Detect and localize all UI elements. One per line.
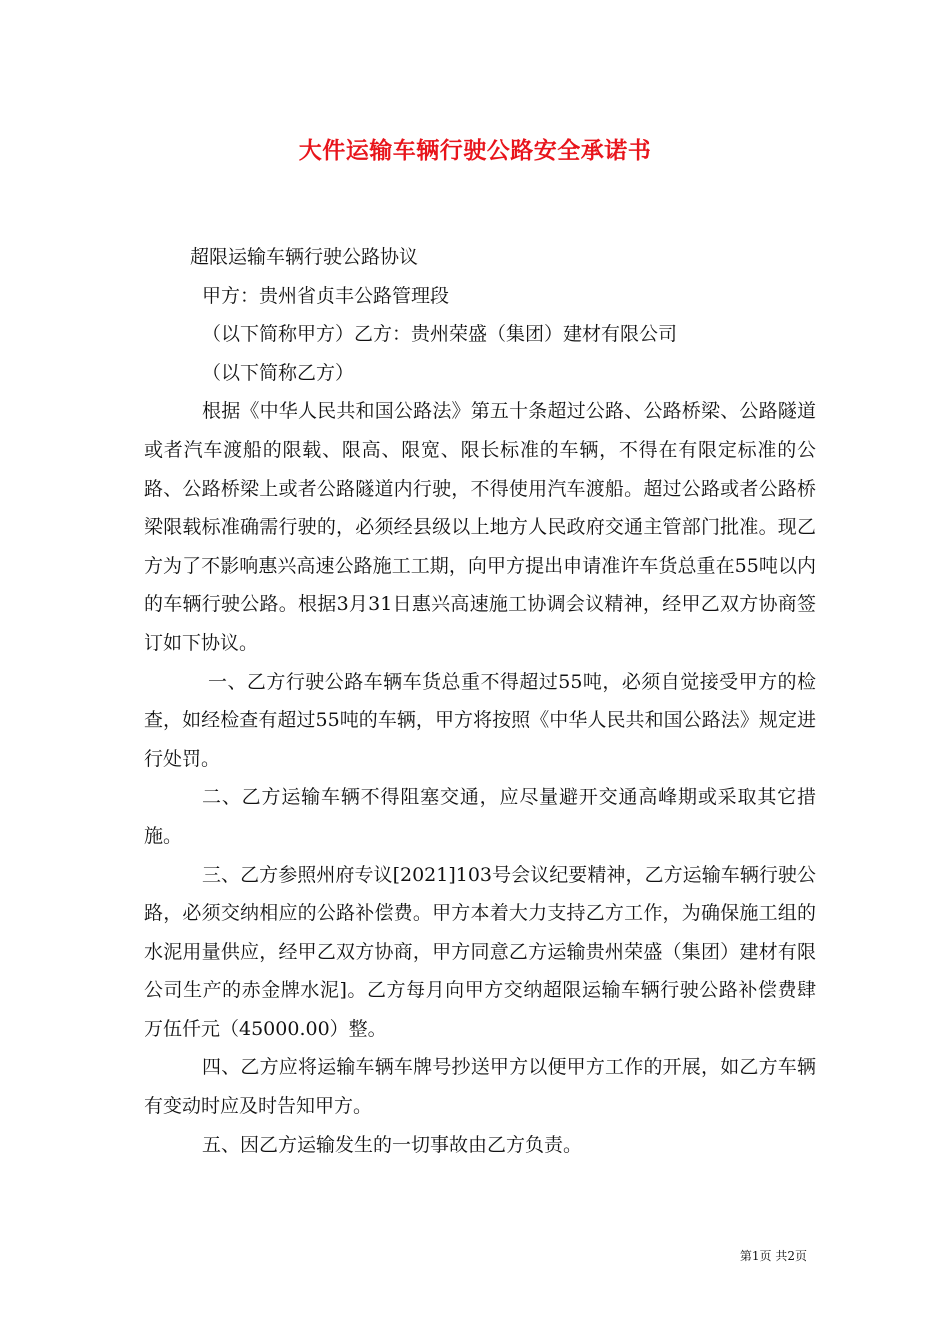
- paragraph-clause-2: 二、乙方运输车辆不得阻塞交通，应尽量避开交通高峰期或采取其它措施。: [144, 786, 816, 847]
- paragraph-party-b-short: （以下简称乙方）: [202, 361, 355, 384]
- paragraph-heading: 超限运输车辆行驶公路协议: [190, 246, 419, 268]
- page-number: 第1页 共2页: [739, 1249, 807, 1263]
- paragraph-clause-4: 四、乙方应将运输车辆车牌号抄送甲方以便甲方工作的开展，如乙方车辆有变动时应及时告知甲方。: [144, 1056, 816, 1118]
- paragraph-preamble: 根据《中华人民共和国公路法》第五十条超过公路、公路桥梁、公路隧道或者汽车渡船的限载、限高、限宽、限长标准的车辆，不得在有限定标准的公路、公路桥梁上或者公路隧道内行驶，不得使用汽车渡船。超过公路或者公路桥梁限载标准确需行驶的，必须经县级以上地方人民政府交通主管部门批准。现乙方为了不影响惠兴高速公路施工工期，向甲方提出申请准许车货总重在55吨以内的车辆行驶公路。根据3月31日惠兴高速施工协调会议精神，经甲乙双方协商签订如下协议。: [144, 400, 816, 654]
- paragraph-clause-5: 五、因乙方运输发生的一切事故由乙方负责。: [202, 1133, 583, 1156]
- paragraph-clause-1: 一、乙方行驶公路车辆车货总重不得超过55吨，必须自觉接受甲方的检查，如经检查有超过55吨的车辆，甲方将按照《中华人民共和国公路法》规定进行处罚。: [144, 670, 816, 770]
- document-title: 大件运输车辆行驶公路安全承诺书: [298, 138, 652, 164]
- paragraph-party-b: （以下简称甲方）乙方：贵州荣盛（集团）建材有限公司: [202, 323, 678, 346]
- paragraph-clause-3: 三、乙方参照州府专议[2021]103号会议纪要精神，乙方运输车辆行驶公路，必须交纳相应的公路补偿费。甲方本着大力支持乙方工作，为确保施工组的水泥用量供应，经甲乙双方协商，甲方同意乙方运输贵州荣盛（集团）建材有限公司生产的赤金牌水泥]。乙方每月向甲方交纳超限运输车辆行驶公路补偿费肆万伍仟元（45000.00）整。: [144, 863, 816, 1040]
- paragraph-party-a: 甲方：贵州省贞丰公路管理段: [202, 284, 450, 307]
- document-body: [144, 238, 816, 1164]
